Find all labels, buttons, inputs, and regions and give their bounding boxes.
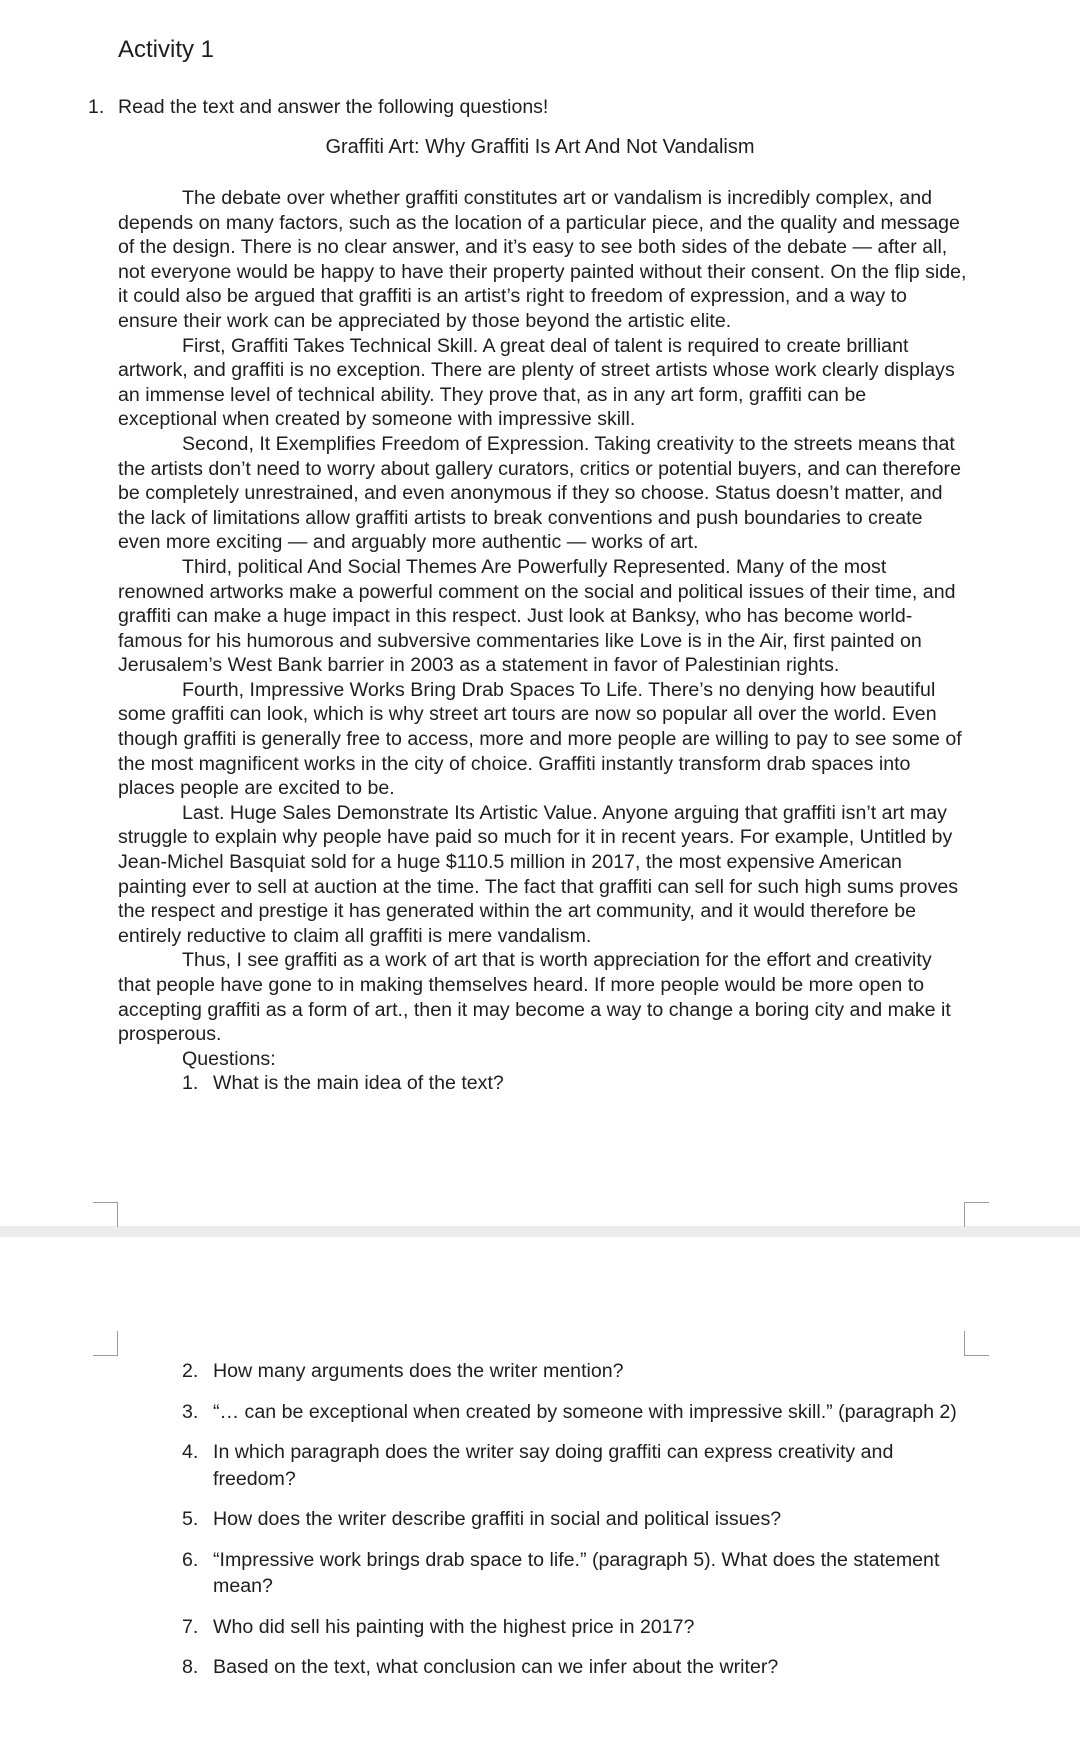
question-text: Who did sell his painting with the highest price in 2017?: [213, 1615, 695, 1638]
question-number: 8.: [182, 1656, 199, 1678]
question-item-5: [182, 1506, 972, 1533]
article-body: [118, 186, 968, 1096]
paragraph-technical-skill: First, Graffiti Takes Technical Skill. A great deal of talent is required to create brilliant artwork, and graffiti is no exception. There are plenty of street artists whose work clearly displays an immense level of technical ability. They prove that, as in any art form, graffiti can be exceptional when created by someone with impressive skill.: [118, 334, 955, 431]
question-text: “… can be exceptional when created by someone with impressive skill.” (paragraph 2): [213, 1400, 957, 1423]
question-number: 5.: [182, 1508, 199, 1530]
margin-marker-top-right: [964, 1202, 989, 1227]
question-number: 6.: [182, 1548, 199, 1571]
instruction-number: 1.: [88, 96, 105, 118]
paragraph-conclusion: Thus, I see graffiti as a work of art that is worth appreciation for the effort and creativity that people have gone to in making themselves heard. If more people would be more open to accepting graffiti as a form of art., then it may become a way to change a boring city and make it prosperous.: [118, 949, 951, 1046]
question-text: How many arguments does the writer mention?: [213, 1360, 624, 1382]
question-item-3: [182, 1399, 972, 1426]
margin-marker-bottom-right: [964, 1331, 989, 1356]
question-text: Based on the text, what conclusion can we infer about the writer?: [213, 1656, 779, 1678]
article-title-row: [0, 136, 1080, 159]
question-text: How does the writer describe graffiti in social and political issues?: [213, 1508, 782, 1530]
question-item-4: [182, 1439, 972, 1492]
question-number: 2.: [182, 1360, 199, 1382]
question-item-8: [182, 1654, 972, 1681]
paragraph-drab-spaces: Fourth, Impressive Works Bring Drab Spaces To Life. There’s no denying how beautiful some graffiti can look, which is why street art tours are now so popular all over the world. Even though graffiti is generally free to access, more and more people are willing to pay to see some of the most magnificent works in the city of choice. Graffiti instantly transform drab spaces into places people are excited to be.: [118, 678, 962, 800]
question-text: “Impressive work brings drab space to life.” (paragraph 5). What does the statement mean?: [213, 1548, 940, 1597]
paragraph-intro: The debate over whether graffiti constitutes art or vandalism is incredibly complex, and depends on many factors, such as the location of a particular piece, and the quality and message of the design. There is no clear answer, and it’s easy to see both sides of the debate — after all, not everyone would be happy to have their property painted without their consent. On the flip side, it could also be argued that graffiti is an artist’s right to freedom of expression, and a way to ensure their work can be appreciated by those beyond the artistic elite.: [118, 187, 967, 332]
margin-marker-top-left: [93, 1202, 118, 1227]
instruction: [88, 96, 548, 119]
question-list: [182, 1358, 972, 1695]
question-number: 4.: [182, 1441, 199, 1463]
paragraph-political-social-themes: Third, political And Social Themes Are Powerfully Represented. Many of the most renowned artworks make a powerful comment on the social and political issues of their time, and graffiti can make a huge impact in this respect. Just look at Banksy, who has become world-famous for his humorous and subversive commentaries like Love is in the Air, first painted on Jerusalem’s West Bank barrier in 2003 as a statement in favor of Palestinian rights.: [118, 555, 956, 677]
article-title: Graffiti Art: Why Graffiti Is Art And Not Vandalism: [325, 136, 755, 158]
paragraph-huge-sales: Last. Huge Sales Demonstrate Its Artistic Value. Anyone arguing that graffiti isn’t art may struggle to explain why people have paid so much for it in recent years. For example, Untitled by Jean-Michel Basquiat sold for a huge $110.5 million in 2017, the most expensive American painting ever to sell at auction at the time. The fact that graffiti can sell for such high sums proves the respect and prestige it has generated within the art community, and it would therefore be entirely reductive to claim all graffiti is mere vandalism.: [118, 801, 959, 947]
margin-marker-bottom-left: [93, 1331, 118, 1356]
question-text: What is the main idea of the text?: [213, 1072, 504, 1095]
instruction-text: Read the text and answer the following questions!: [118, 96, 549, 118]
question-item-6: [182, 1547, 972, 1600]
question-text: In which paragraph does the writer say doing graffiti can express creativity and freedom?: [213, 1441, 894, 1490]
question-item-1: [118, 1071, 968, 1096]
page-break: [0, 1226, 1080, 1237]
question-item-7: [182, 1614, 972, 1641]
question-item-2: [182, 1358, 972, 1385]
questions-label: Questions:: [182, 1047, 276, 1070]
question-number: 7.: [182, 1615, 199, 1638]
activity-title: Activity 1: [118, 36, 215, 63]
question-number: 3.: [182, 1400, 199, 1423]
question-number: 1.: [182, 1072, 199, 1095]
paragraph-freedom-of-expression: Second, It Exemplifies Freedom of Expression. Taking creativity to the streets means that the artists don’t need to worry about gallery curators, critics or potential buyers, and can therefore be completely unrestrained, and even anonymous if they so choose. Status doesn’t matter, and the lack of limitations allow graffiti artists to break conventions and push boundaries to create even more exciting — and arguably more authentic — works of art.: [118, 432, 961, 554]
